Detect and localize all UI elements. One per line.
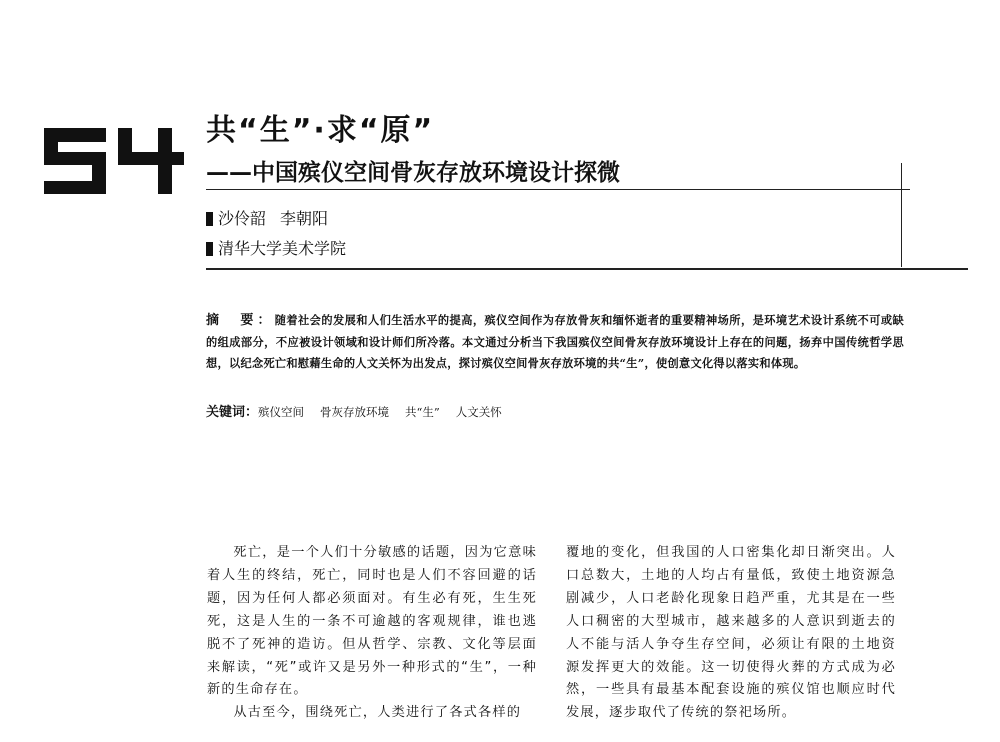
affiliation-line [206,238,346,260]
keyword-item: 人文关怀 [455,405,502,419]
bullet-square-icon [206,212,213,226]
affiliation-text: 清华大学美术学院 [218,239,347,258]
bullet-square-icon [206,242,213,256]
article-subtitle: ——中国殡仪空间骨灰存放环境设计探微 [206,160,620,186]
article-title: 共“生”·求“原” [206,113,435,148]
keyword-item: 骨灰存放环境 [320,405,390,419]
page-number-graphic [44,128,184,194]
abstract-label: 摘 要： [206,313,275,328]
body-paragraph: 死亡，是一个人们十分敏感的话题，因为它意味着人生的终结，死亡，同时也是人们不容回避的话题，因为任何人都必须面对。有生必有死，生生死死，这是人生的一条不可逾越的客观规律，谁也逃脱不了死神的造访。但从哲学、宗教、文化等层面来解读，“死”或许又是另外一种形式的“生”，一种新的生命存在。 [207,545,537,698]
body-paragraph: 从古至今，围绕死亡，人类进行了各式各样的 [233,705,522,721]
body-column-right [566,542,896,725]
body-column-left [207,542,537,725]
author-name: 沙伶韶 [218,209,267,228]
keyword-item: 共“生” [405,405,440,419]
title-rule [206,189,910,190]
header-vertical-rule [901,163,902,267]
body-paragraph: 覆地的变化，但我国的人口密集化却日渐突出。人口总数大，土地的人均占有量低，致使土地资源急剧减少，人口老龄化现象日趋严重，尤其是在一些人口稠密的大型城市，越来越多的人意识到逝去的人不能与活人争夺生存空间，必须让有限的土地资源发挥更大的效能。这一切使得火葬的方式成为必然，一些具有最基本配套设施的殡仪馆也顺应时代发展，逐步取代了传统的祭祀场所。 [566,545,896,721]
header-rule [206,268,968,270]
abstract-text: 随着社会的发展和人们生活水平的提高，殡仪空间作为存放骨灰和缅怀逝者的重要精神场所，是环境艺术设计系统不可或缺的组成部分，不应被设计领域和设计师们所冷落。本文通过分析当下我国殡仪空间骨灰存放环境设计上存在的问题，扬弃中国传统哲学思想，以纪念死亡和慰藉生命的人文关怀为出发点，探讨殡仪空间骨灰存放环境的共“生”，使创意文化得以落实和体现。 [206,313,904,370]
author-line [206,208,328,230]
author-name: 李朝阳 [280,209,329,228]
keyword-item: 殡仪空间 [258,405,305,419]
keywords [206,402,518,423]
abstract [206,310,904,375]
keywords-label: 关键词： [206,405,259,420]
